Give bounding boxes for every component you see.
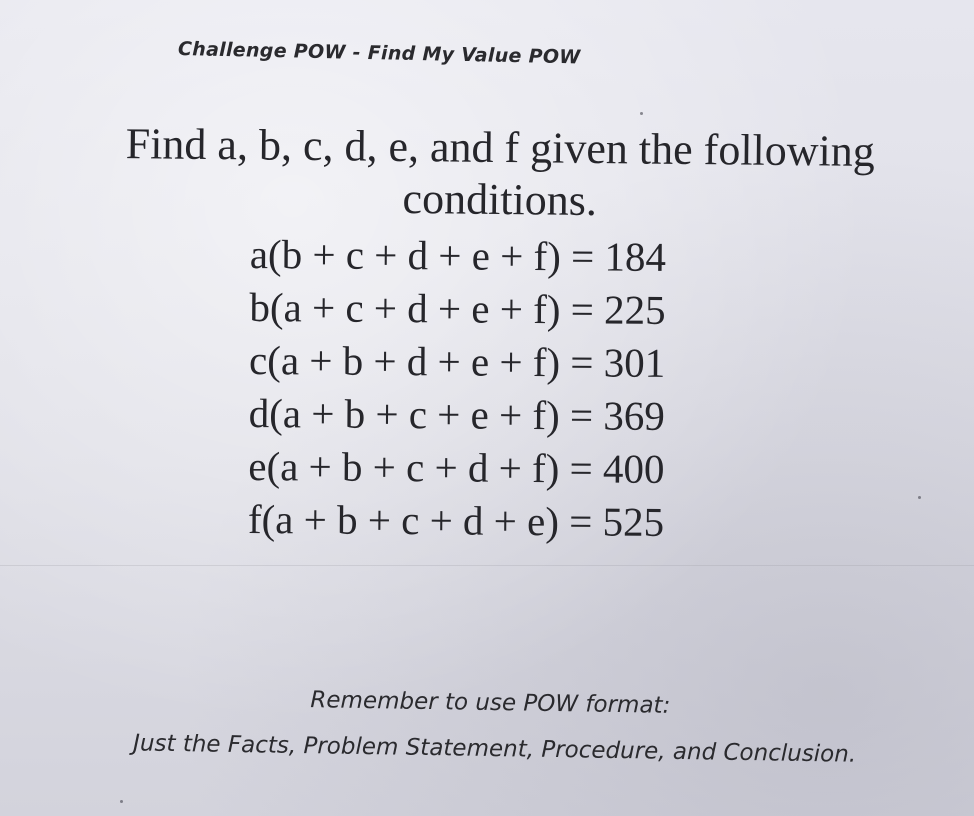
worksheet-header: Challenge POW - Find My Value POW [177,38,581,69]
problem-statement-line-2: conditions. [402,173,598,226]
equation-list [248,228,810,550]
equation-d: d(a + b + c + e + f) = 369 [248,389,666,439]
equation-c: c(a + b + d + e + f) = 301 [248,336,666,386]
equation-b: b(a + c + d + e + f) = 225 [249,283,666,333]
reminder-line-1: Remember to use POW format: [310,687,671,719]
paper-speck [120,800,123,803]
equation-e: e(a + b + c + d + f) = 400 [248,442,665,492]
paper-fold-line [0,565,974,566]
equation-a: a(b + c + d + e + f) = 184 [249,230,667,280]
paper-speck [918,496,921,499]
reminder-line-2: Just the Facts, Problem Statement, Procedure, and Conclusion. [132,730,857,768]
problem-statement [59,117,940,230]
problem-statement-line-1: Find a, b, c, d, e, and f given the following [125,119,876,176]
pow-format-reminder [39,673,940,779]
equation-f: f(a + b + c + d + e) = 525 [247,495,665,545]
paper-speck [640,112,643,115]
